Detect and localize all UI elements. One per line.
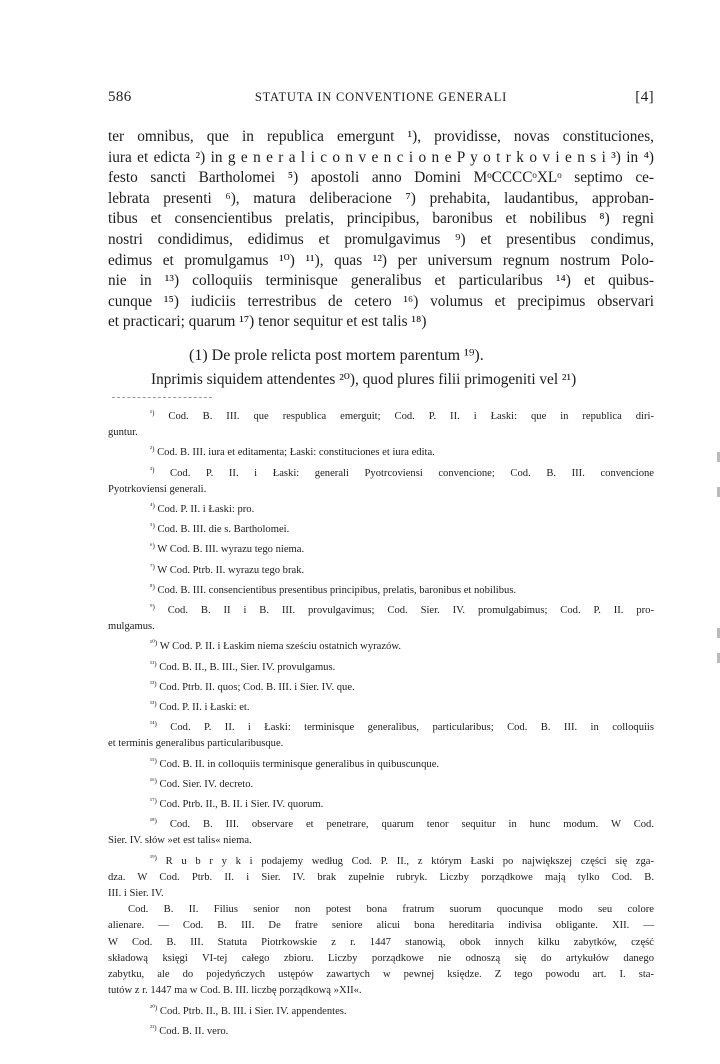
footnote [108,676,654,696]
footnote-text: Cod. B. II. vero. [159,1025,229,1037]
footnote-line [108,716,654,736]
footnote-number: ³) [150,465,155,474]
footnote-number: ¹⁶) [150,776,157,785]
footnote [108,793,654,813]
footnote [108,813,654,849]
footnote [108,773,654,793]
body-line: nostri condidimus, edidimus et promulgavimus ⁹) et presentibus condimus, [108,230,654,248]
footnote-text: Cod. Ptrb. II., B. III. i Sier. IV. appendentes. [159,1005,347,1017]
body-line: lebrata presenti ⁶), matura deliberacione ⁷) prehabita, laudantibus, approban- [108,189,654,207]
footnote [108,1020,654,1040]
footnote-text: Cod. P. II. i Łaski: pro. [157,504,255,516]
footnote-continuation: guntur. [108,427,138,439]
footnote-line [108,462,654,482]
footnote [108,902,654,999]
footnote-text: Cod. B. III. observare et penetrare, quarum tenor sequitur in hunc modum. W Cod. [169,819,654,831]
body-text [108,127,654,333]
footnote-text: Cod. P. II. i Łaski: et. [159,702,250,714]
body-line: et practicari; quarum ¹⁷) tenor sequitur et est talis ¹⁸) [108,313,427,331]
footnote-line [108,902,654,918]
footnote-line [108,498,654,518]
footnote-continuation: Pyotrkoviensi generali. [108,483,207,495]
footnote-continuation: et terminis generalibus particularibusque. [108,738,284,750]
body-line: festo sancti Bartholomei ⁵) apostoli anno Domini MᵒCCCCᵒXLᵒ septimo ce- [108,169,654,187]
footnote-continuation: alienare. — Cod. B. III. De fratre seniore alicui bona hereditaria indivisa obligante. XII. — [108,920,654,932]
running-header [108,89,654,109]
footnote-continuation: W Cod. B. III. Statuta Piotrkowskie z r. 1447 stanowią, obok innych kilku zabytków, część [108,936,654,948]
footnote-line [108,676,654,696]
footnote [108,579,654,599]
footnote-number: ⁸) [150,582,155,591]
footnote-line [108,579,654,599]
body-line: edimus et promulgamus ¹⁰) ¹¹), quas ¹²) per universum regnum nostrum Polo- [108,251,654,269]
footnote-text: Cod. B. III. die s. Bartholomei. [157,524,290,536]
body-line: ter omnibus, que in republica emergunt ¹), providisse, novas constituciones, [108,128,654,145]
footnote-line [108,1020,654,1040]
footnote-text: W Cod. Ptrb. II. wyrazu tego brak. [157,564,305,576]
page-number: 586 [108,89,132,105]
footnote-text: Cod. B. III. que respublica emerguit; Cod. P. II. i Łaski: que in republica diri- [168,411,654,422]
footnote-number: ¹⁷) [150,797,157,806]
footnote [108,656,654,676]
body-line: nie in ¹³) colloquiis terminisque generalibus et particularibus ¹⁴) et quibus- [108,272,654,290]
footnote-continuation: III. i Sier. IV. [108,888,164,900]
footnote [108,850,654,903]
footnote-number: ⁹) [150,603,155,612]
footnote [108,462,654,498]
footnote [108,696,654,716]
footnote-number: ¹⁵) [150,756,157,765]
footnote-line [108,773,654,793]
footnote-number: ¹) [150,409,155,417]
footnote [108,498,654,518]
section-number: [4] [635,89,654,105]
footnote-text: W Cod. B. III. wyrazu tego niema. [157,544,305,556]
footnote-line [108,441,654,461]
footnote [108,753,654,773]
footnotes [108,405,654,1040]
footnote-number: ¹¹) [150,659,157,668]
footnote-line [108,850,654,870]
footnote-line [108,793,654,813]
footnote-text: Cod. P. II. i Łaski: generali Pyotrcoviensi convencione; Cod. B. III. convencione [170,467,654,479]
footnote-text: Cod. B. II. Filius senior non potest bona fratrum suorum quocunque modo seu colore [128,904,654,916]
footnote-text: R u b r y k i podajemy według Cod. P. II., z którym Łaski po największej części się zga- [165,855,655,867]
footnote-number: ¹²) [150,679,157,688]
body-line: iura et edicta ²) in g e n e r a l i c o n v e n c i o n e P y o t r k o v i e n s i ³) in ⁴) [108,148,654,166]
footnote-continuation: mulgamus. [108,621,155,633]
footnote [108,599,654,635]
footnote [108,441,654,461]
footnote-continuation: zabytku, ale do pojedyńczych ustępów zawartych w pewnej księdze. Z tego powodu art. I. sta- [108,969,654,981]
footnote-number: ⁷) [150,562,155,571]
footnote-line [108,559,654,579]
footnote-text: W Cod. P. II. i Łaskim niema sześciu ostatnich wyrazów. [159,641,401,653]
footnote-number: ²⁰) [150,1003,158,1012]
footnote-continuation: składową księgi VI-tej całego zbioru. Liczby porządkowe nie odnoszą się do artykułów danego [108,952,654,964]
footnote [108,635,654,655]
footnote-number: ⁵) [150,522,155,531]
footnote-line [108,753,654,773]
footnote [108,538,654,558]
body-line: cunque ¹⁵) iudiciis terrestribus de cetero ¹⁶) volumus et precipimus observari [108,292,654,310]
footnote-line [108,1000,654,1020]
footnote-number: ¹³) [150,700,157,709]
footnote-line [108,696,654,716]
body-line: tibus et consencientibus prelatis, principibus, baronibus et nobilibus ⁸) regni [108,210,654,228]
footnote-text: Cod. B. III. iura et editamenta; Łaski: constituciones et iura edita. [157,447,435,459]
footnote-continuation: tutów z r. 1447 ma w Cod. B. III. liczbę porządkową »XII«. [108,985,362,997]
footnote-line [108,538,654,558]
article-first-line: Inprimis siquidem attendentes ²⁰), quod plures filii primogeniti vel ²¹) [151,371,577,388]
footnote [108,716,654,752]
footnote-line [108,518,654,538]
footnote-continuation: dza. W Cod. Ptrb. II. i Sier. IV. brak zupełnie rubryk. Liczby porządkowe mają tylko Cod. B. [108,871,654,883]
footnote [108,405,654,441]
footnote-number: ²¹) [150,1023,157,1032]
footnote-number: ¹⁹) [150,853,157,862]
article-heading-block [108,346,654,390]
footnote-text: Cod. Ptrb. II. quos; Cod. B. III. i Sier. IV. que. [159,681,355,693]
footnote-number: ⁴) [150,502,155,511]
article-heading: (1) De prole relicta post mortem parentum ¹⁹). [189,347,484,364]
footnote-number: ¹⁰) [150,639,158,648]
footnote-separator [112,397,212,398]
footnote-line [108,813,654,833]
footnote-number: ¹⁴) [150,720,157,729]
footnote-continuation: Sier. IV. słów »et est talis« niema. [108,835,252,847]
running-title: STATUTA IN CONVENTIONE GENERALI [254,90,508,104]
footnote [108,518,654,538]
footnote-line [108,656,654,676]
footnote [108,559,654,579]
footnote-text: Cod. B. II., B. III., Sier. IV. provulgamus. [159,661,336,673]
footnote-line [108,635,654,655]
footnote-line [108,599,654,619]
footnote-text: Cod. B. III. consencientibus presentibus principibus, prelatis, baronibus et nobilibus. [157,584,517,596]
footnote [108,1000,654,1020]
footnote-text: Cod. B. II i B. III. provulgavimus; Cod. Sier. IV. promulgabimus; Cod. P. II. pro- [167,605,654,617]
footnote-text: Cod. P. II. i Łaski: terminisque generalibus, particularibus; Cod. B. III. in colloquiis [170,722,654,734]
footnote-number: ²) [150,445,155,454]
footnote-number: ¹⁸) [150,817,157,826]
footnote-text: Cod. B. II. in colloquiis terminisque generalibus in quibuscunque. [159,758,440,770]
footnote-line [108,405,654,425]
footnote-text: Cod. Sier. IV. decreto. [159,778,254,790]
footnote-text: Cod. Ptrb. II., B. II. i Sier. IV. quorum. [159,799,324,811]
footnote-number: ⁶) [150,542,155,551]
